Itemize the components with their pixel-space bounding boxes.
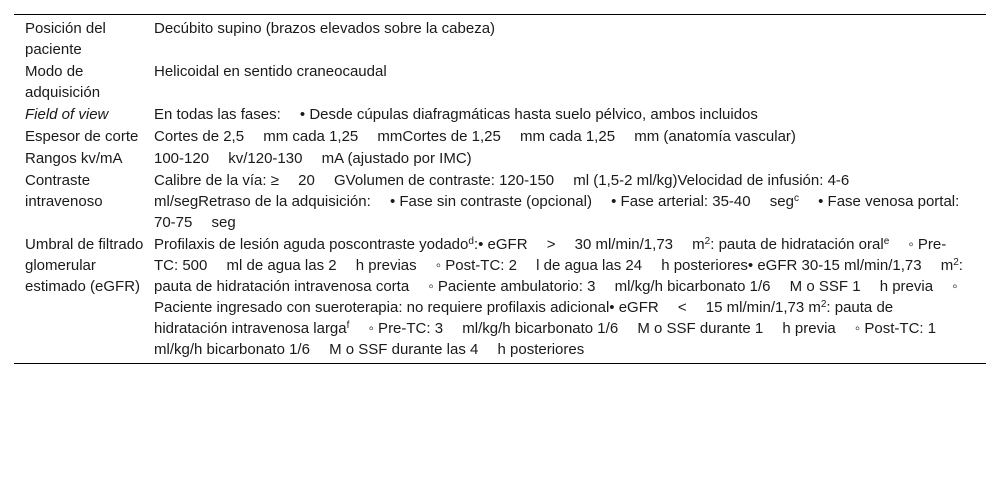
table-row [14,15,986,61]
row-label: Contraste intravenoso [25,172,103,210]
superscript-exponent: 2 [820,299,827,310]
text-segment: Profilaxis de lesión aguda poscontraste yodado [154,236,469,253]
footnote-marker: c [793,193,799,204]
table-row [14,170,986,234]
superscript-exponent: 2 [953,257,959,268]
table-row [14,148,986,170]
text-segment: • Fase venosa portal: 70-75 seg [154,193,960,231]
text-segment: : pauta de hidratación intravenosa larga [154,299,894,337]
text-segment: Calibre de la vía: ≥ 20 GVolumen de contraste: 120-150 ml (1,5-2 ml/kg)Velocidad de infusión: 4-6 ml/segRetraso de la adquisición: • Fase sin contraste (opcional) • Fase arterial: 35-40 seg [154,172,865,210]
row-label: Field of view [25,106,109,123]
row-value: Decúbito supino (brazos elevados sobre la cabeza) [154,20,496,37]
text-segment: :• eGFR > 30 ml/min/1,73 m [473,236,705,253]
text-segment: : pauta de hidratación oral [710,236,884,253]
protocol-table [14,14,986,364]
footnote-marker: e [883,236,890,247]
row-value: 100-120 kv/120-130 mA (ajustado por IMC) [154,150,472,167]
row-value: Cortes de 2,5 mm cada 1,25 mmCortes de 1,25 mm cada 1,25 mm (anatomía vascular) [154,128,796,145]
row-label: Espesor de corte [25,128,139,145]
table-row [14,126,986,148]
row-label: Rangos kv/mA [25,150,123,167]
row-label: Modo de adquisición [25,63,101,101]
table-row [14,234,986,361]
protocol-table-grid [14,15,986,361]
row-label: Umbral de filtrado glomerular estimado (eGFR) [25,236,144,295]
superscript-exponent: 2 [704,236,711,247]
row-value [154,170,986,234]
footnote-marker: d [468,236,474,247]
table-row [14,104,986,126]
row-value: Helicoidal en sentido craneocaudal [154,63,387,80]
text-segment: : pauta de hidratación intravenosa corta ◦ Paciente ambulatorio: 3 ml/kg/h bicarbonato 1/6 M o SSF 1 h previa ◦ Paciente ingresado con sueroterapia: no requiere profilaxis adicional• eGFR < 15 ml/min/1,73 m [154,257,963,316]
row-value [154,234,986,361]
table-bottom-rule [14,363,986,364]
footnote-marker: f [346,320,350,331]
row-value: En todas las fases: • Desde cúpulas diafragmáticas hasta suelo pélvico, ambos incluidos [154,106,758,123]
table-row [14,61,986,104]
row-label: Posición del paciente [25,20,106,58]
text-segment: ◦ Pre-TC: 3 ml/kg/h bicarbonato 1/6 M o SSF durante 1 h previa ◦ Post-TC: 1 ml/kg/h bicarbonato 1/6 M o SSF durante las 4 h posteriores [154,320,952,358]
text-segment: ◦ Pre-TC: 500 ml de agua las 2 h previas ◦ Post-TC: 2 l de agua las 24 h posteriores• eGFR 30-15 ml/min/1,73 m [154,236,954,274]
